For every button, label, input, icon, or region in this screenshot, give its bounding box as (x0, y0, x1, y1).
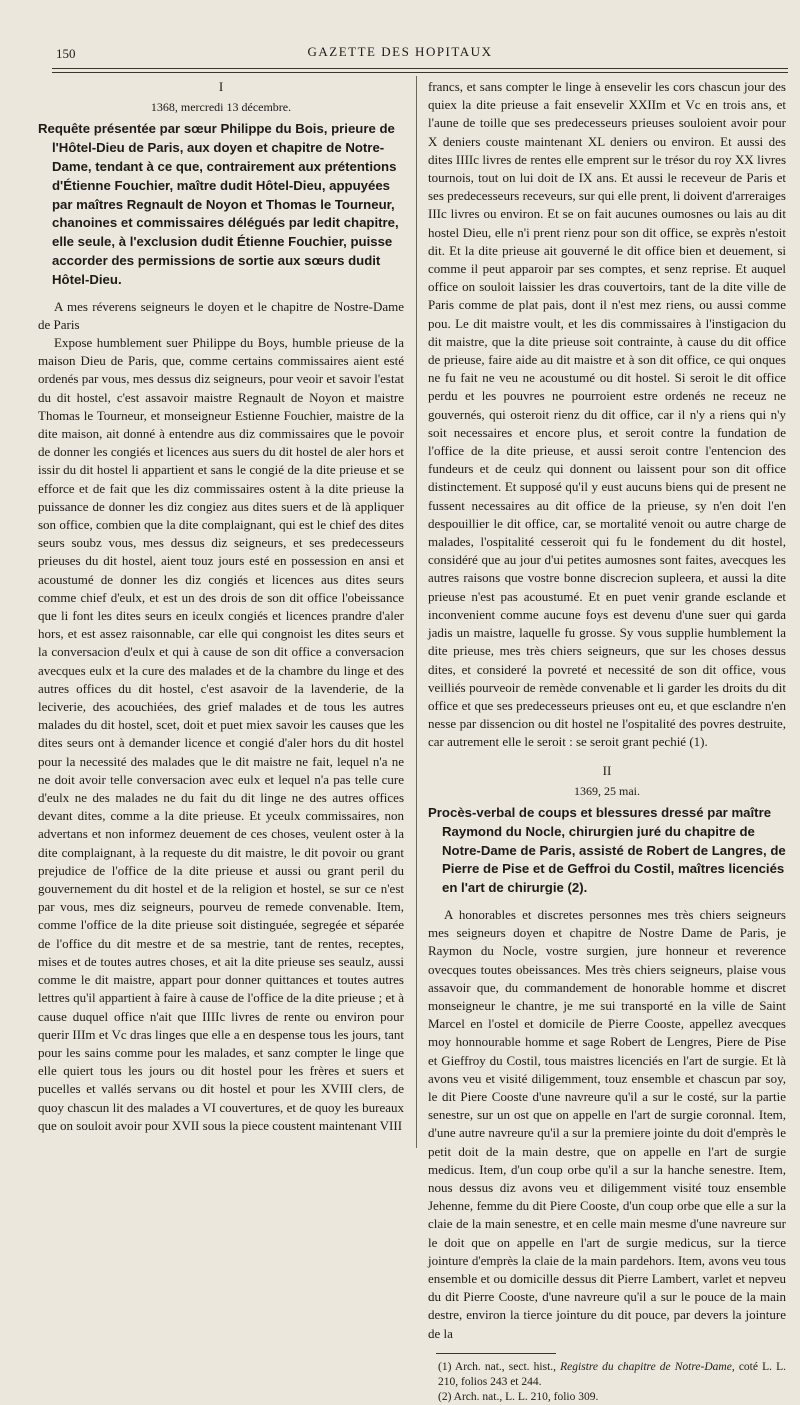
section-title: Requête présentée par sœur Philippe du Bois, prieure de l'Hôtel-Dieu de Paris, aux doyen et chapitre de Notre-Dame, tendant à ce que, contrairement aux prétentions d'Étienne Fouchier, maître dudit Hôtel-Dieu, appuyées par maîtres Regnault de Noyon et Thomas le Tourneur, chanoines et commissaires délégués par ledit chapitre, elle seule, à l'exclusion dudit Étienne Fouchier, puisse accorder des permissions de sortie aux sœurs dudit Hôtel-Dieu. (38, 121, 399, 287)
right-column (428, 78, 786, 1405)
body-paragraph: A honorables et discretes personnes mes très chiers seigneurs mes seigneurs doyen et chapitre de Nostre Dame de Paris, je Raymon du Nocle, vostre surgien, jure honneur et reverence ovecques toutes obeissances. Mes très chiers seigneurs, plaise vous assavoir que, du commandement de honorable homme et discret monseigneur le chantre, je me sui transporté en la ville de Saint Marcel en l'ostel et domicile de Pierre Cooste, appellez avecques moy honnourable homme et sage Robert de Lengres, Piere de Pise et Gieffroy du Costil, tous maistres licenciés en l'art de surgie. Et là avons veu et visité diligemment, touz ensemble et chascun par soy, le dit Piere Cooste d'une navreure qu'il a sur le costé, sur la partie senestre, sur un ost que on appelle en l'art de surgie coronnal. Item, d'une autre navreure qu'il a sur la premiere jointe du doit d'emprès le petit doit de la main destre, que on appelle en l'art de surgie medicus. Item, d'un coup orbe qu'il a sur la hanche senestre. Item, nous dessus diz avons veu et diligemment visité touz ensemble Jehenne, femme du dit Piere Cooste, d'un coup orbe que elle a sur la claie de la main senestre, et en celle main mesme d'une navreure sur le doit que on appelle en l'art de surgie medicus, sur la tierce jointure d'emprès la claie de la main pardehors. Item, avons veu tous ensemble et ou domicille dessus dit Pierre Lambert, varlet et nepveu du dit Pierre Cooste, d'une navreure qu'il a sur le pouce de la main destre, environ la tierce jointure du dit pouce, par devers la jointure de la (428, 906, 786, 1341)
section-number: II (602, 762, 612, 778)
section-title: Procès-verbal de coups et blessures dressé par maître Raymond du Nocle, chirurgien juré du chapitre de Notre-Dame de Paris, assisté de Robert de Langres, de Pierre de Pise et de Geffroi du Costil, maîtres licenciés en l'art de chirurgie (2). (428, 804, 786, 896)
page-number: 150 (56, 46, 76, 61)
page-header (0, 40, 800, 64)
body-paragraph-continued: francs, et sans compter le linge à ensevelir les cors chascun jour des quiex la dite prieuse a fait ensevelir XXIIm et Vc en trois ans, et l'aune de toille que ses predecesseurs prieuses souloient avoir pour X deniers couste maintenant XL deniers ou environ. Et aussi des dites IIIIc livres de rentes elle emprent sur le trésor du roy XX livres tournois, tout on lui doit de IX ans. Et aussi le receveur de Paris et ses predecesseurs receveurs, sur qui elle prent, li doivent d'arreraiges IIIc livres ou environ. Et se on fait aucunes oumosnes ou lais au dit hostel Dieu, elle n'i prent rienz pour son dit office, se exprès n'estoit dit. Et la dite prieuse ait gouverné le dit office bien et deuement, si comme il peut apparoir par ses comptes, et senz reprise. Et auquel office on souloit laissier les dras couvertoirs, tant de la dite ville de Paris comme de plat pais, dont il n'est mez riens, ou aussi comme pou. Le dit maistre voult, et les dis commissaires à l'instigacion du dit maistre, que la dite prieuse soit contrainte, à cause du dit office de prieuse, faire aide au dit maistre et à son dit office, ce qui onques ne fu fait ne veu ne acoustumé ou dit hostel. Si seroit le dit office perdu et les pouvres ne pourroient estre ordenés ne receuz ne gouvernés, qui osteroit rienz du dit office, car il n'y a riens qui n'y soit necessaires et encore plus, et seroit contre la fundation de l'office de la dite prieuse, et aussi seroit contre l'entencion des fundeurs et de ceulz qui donnent ou laissent pour son dit office distinctement. Et supposé qu'il y eust aucuns biens qui de present ne fussent necessaires au dit office de la prieuse, sy n'en doit l'en despouillier le dit office, car, se mortalité venoit ou autre charge de malades, l'ospitalité cesseroit qui fu le fondement du dit hostel, considéré que au jour d'ui petites aumosnes sont faites, avecques les autres raisons que vostre bonne discrecion supleera, et aussi la dite prieuse n'est pas acoustumé. Et en puet venir grande esclande et inconvenient comme aucune foys est devenu d'une suer qui garda jadis un maistre, laquelle fu grosse. Sy vous supplie humblement la dite prieuse, mes très chiers seigneurs, que sur les choses dessus dites, et consideré la povreté et necessité de son dit office, vous veilliés pourveoir de remède convenable et li garder les droits du dit office et que ses predecesseurs prieuses ont eu, et que esclandre n'en nesse par dissencion ou dit hostel ne l'ospitalité des povres destruite, car autrement elle le seroit : se seroit grant pechié (1). (428, 79, 786, 750)
salutation: A mes réverens seigneurs le doyen et le chapitre de Nostre-Dame de Paris (38, 298, 404, 332)
footnote-rule (436, 1353, 556, 1354)
section-number: I (218, 79, 224, 94)
section-date: 1368, mercredi 13 décembre. (150, 100, 292, 115)
section-date: 1369, 25 mai. (574, 783, 640, 798)
body-paragraph: Expose humblement suer Philippe du Boys, humble prieuse de la maison Dieu de Paris, que, comme certains commissaires aient esté ordenés par vous, mes dessus diz seigneurs, pour veoir et savoir l'estat du dit hostel, c'est assavoir maistre Regnault de Noyon et maistre Thomas le Tourneur, et monseigneur Estienne Fouchier, maistre de la dite maison, ait donné à entendre aus diz commissaires que le povoir de donner les congiés et licences aus suers du dit hostel de aler hors et issir du dit hostel li appartient et sans le congié de la dite prieuse et se efforce et de fait que les diz commissaires ostent à la dite prieuse la puissance de donner les diz congiez aus dites suers et de là appliquer son office, combien que la dite complaignant, qui est le chief des dites seurs soubz vous, mes dessus diz seigneurs, et ses predecesseurs prieuses du dit hostel, aient touz jours esté en possession en ansi et acoustumé de donner les diz congiés et licences aus dites seurs comme chief d'eulx, et est un des drois de son dit office l'obeissance que li font les dites seurs en iceulx congiés et licences prandre d'aler hors, et est assez raisonnable, car elle qui congnoist les dites seurs et la conversacion d'eulx et qui à cause de son dit office a conversacion avecques eulx et la cure des malades et de la chambre du linge et des autres offices du dit hostel, c'est asavoir de la lavenderie, de la leciverie, des acouchiées, des grief malades et de tous les autres malades du dit hostel, scet, doit et puet miex savoir les causes que les dites seurs ont à demander licence et congié d'aler hors du dit hostel pour la necessité des malades que le dit maistre ne fait, lequel n'a ne ne doit avoir telle conversacion avec eulx et lequel n'a pas telle cure d'eulx ne des malades ne du fait du dit linge ne des autres offices devant dites, comme a la dite prieuse. Et yceulx commissaires, non advertans et non informez deuement de ces choses, veulent oster à la dite complaignant, à la requeste du dit maistre, le dit povoir ou grant prejudice de l'office de la dite prieuse et aussi ou grant peril du gouvernement du dit hostel et de la religion et hostel, se sur ce n'est par vous, mes diz seigneurs, pourveu de remede convenable. Item, comme l'office de la dite prieuse soit distinguée, segregée et séparée de l'office du dit mestre et de sa mestrie, tant de rentes, receptes, mises et de toutes autres choses, et ait la dite prieuse ses seaulz, aussi comme le dit maistre, appart pour donner quittances et toutes autres lettres qu'il appartient à faire à cause de l'office de la dite prieuse ; et à cause duquel office n'ait que IIIIc livres de rente ou environ pour querir IIIm et Vc dras linges que elle a en despense tous les jours, tant pour les sains comme pour les malades, et sanz compter le linge que elle quiert tous les jours ou dit hostel pour les frères et suers et pucelles et vallés servans ou dit hostel et pour les XVIII clers, de quoy chascun lit des malades a VI couvertures, et de quoy les bureaux que on souloit avoir pour XVII sous la piece coustent maintenant VIII (38, 334, 404, 1133)
left-column (38, 78, 404, 1135)
header-rule-double (52, 72, 788, 73)
column-divider (416, 76, 417, 1148)
header-rule (52, 68, 788, 69)
footnote: (1) Arch. nat., sect. hist., Registre du chapitre de Notre-Dame, coté L. L. 210, folios 243 et 244. (438, 1360, 787, 1388)
running-title: GAZETTE DES HOPITAUX (307, 44, 493, 59)
footnote: (2) Arch. nat., L. L. 210, folio 309. (438, 1390, 599, 1403)
